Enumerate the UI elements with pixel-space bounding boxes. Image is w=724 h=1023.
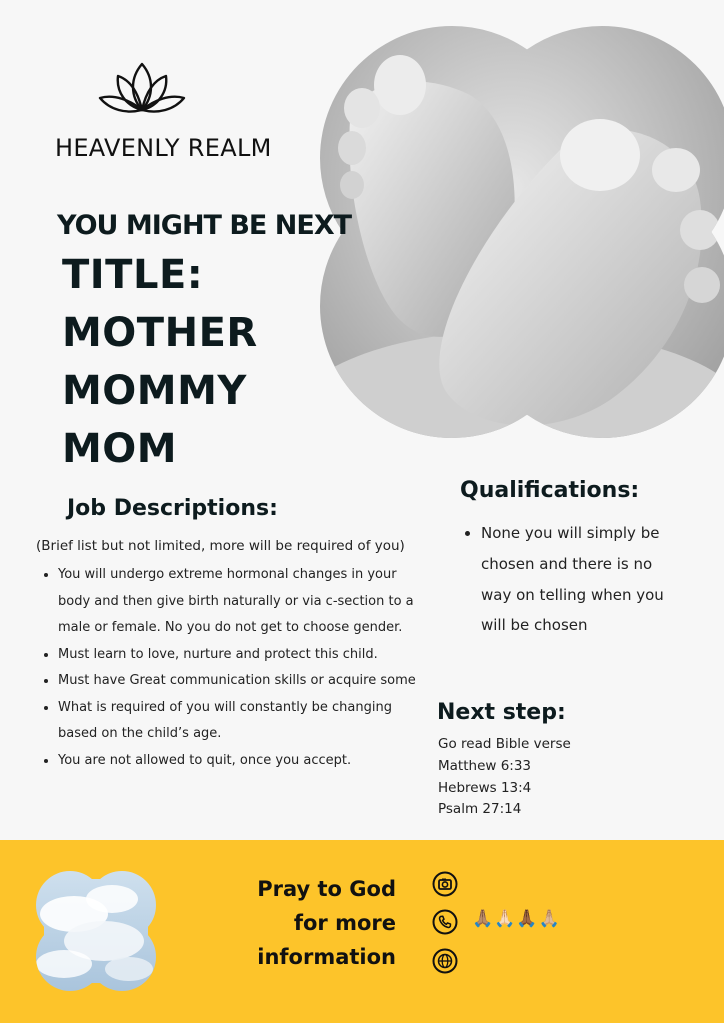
next-step-line: Psalm 27:14 [438, 801, 522, 818]
job-list [40, 562, 430, 774]
next-step-line: Hebrews 13:4 [438, 779, 532, 796]
next-step-line: Matthew 6:33 [438, 757, 532, 774]
pray-text [220, 872, 396, 974]
next-step-list [438, 734, 571, 821]
title-line: MOMMY [62, 368, 247, 414]
next-step-line: Go read Bible verse [438, 736, 571, 752]
title-line: MOM [62, 426, 178, 472]
pray-line: for more [293, 911, 396, 935]
brand-name: HEAVENLY REALM [55, 134, 272, 162]
list-item: • Must have Great communication skills or acquire some [58, 668, 430, 695]
lotus-icon [96, 58, 188, 120]
camera-icon[interactable] [432, 871, 458, 897]
headline-kicker: YOU MIGHT BE NEXT [57, 210, 352, 241]
list-item: • You will undergo extreme hormonal changes in your body and then give birth naturally or via c-section to a male or female. No you do not get to choose gender. [58, 562, 430, 642]
qualifications-heading: Qualifications: [460, 478, 640, 503]
list-item: • Must learn to love, nurture and protect this child. [58, 642, 430, 669]
clouds-image [34, 869, 158, 993]
list-item: • What is required of you will constantly be changing based on the child’s age. [58, 695, 430, 748]
list-item: • None you will simply be chosen and there is no way on telling when you will be chosen [481, 518, 671, 641]
pray-line: Pray to God [257, 877, 396, 901]
list-item: • You are not allowed to quit, once you accept. [58, 748, 430, 775]
title-line: MOTHER [62, 310, 258, 356]
title-line: TITLE: [62, 252, 204, 298]
qualifications-list [463, 518, 671, 641]
next-step-heading: Next step: [437, 700, 566, 725]
job-heading: Job Descriptions: [67, 496, 278, 521]
globe-icon[interactable] [432, 948, 458, 974]
headline-title [62, 246, 258, 478]
job-intro: (Brief list but not limited, more will be required of you) [36, 538, 405, 554]
pray-line: information [257, 945, 396, 969]
praying-hands-emoji: 🙏🏽🙏🏻🙏🏾🙏🏼 [472, 909, 561, 929]
phone-icon[interactable] [432, 909, 458, 935]
